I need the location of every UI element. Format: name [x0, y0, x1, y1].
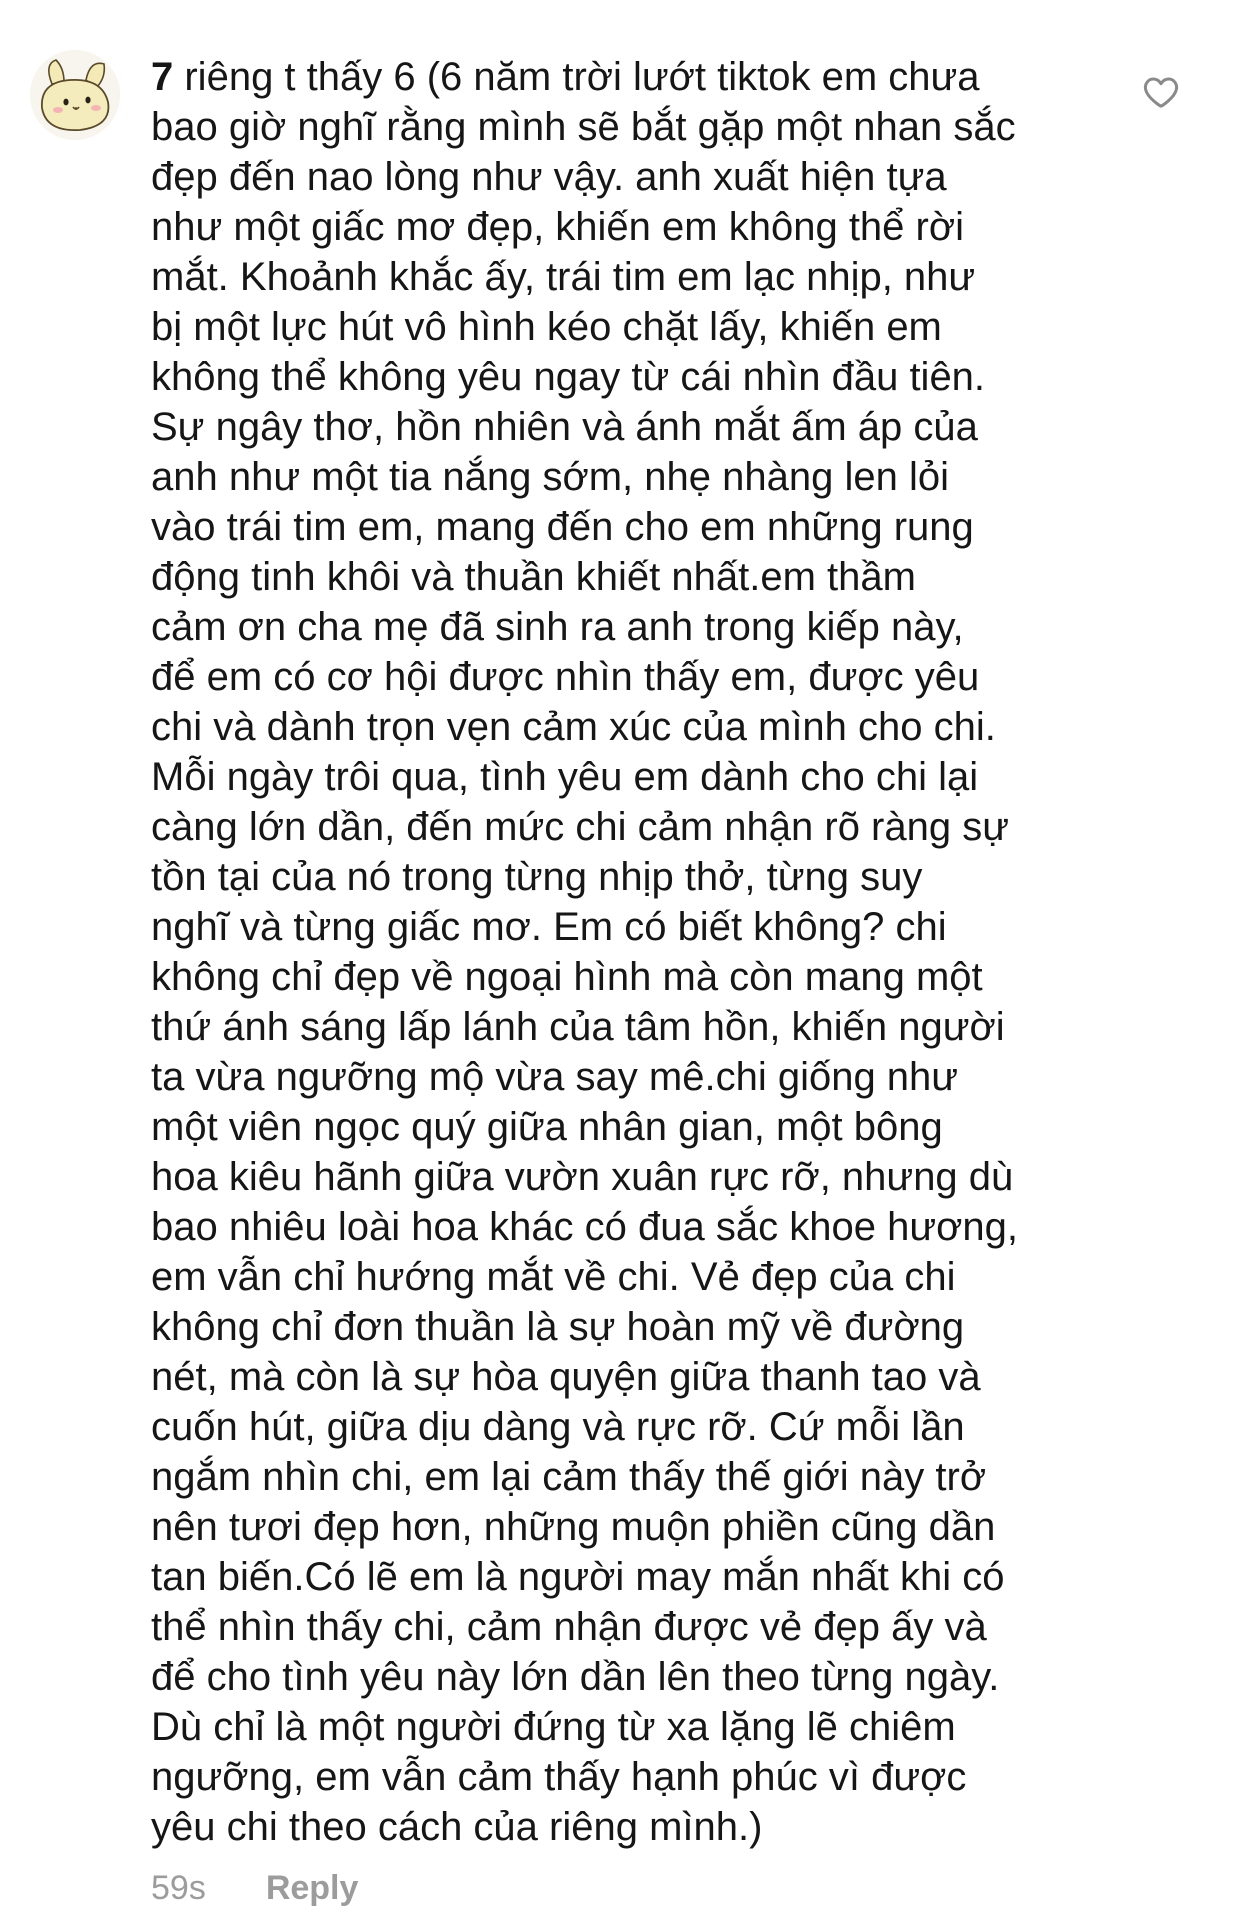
comment-line: Dù chỉ là một người đứng từ xa lặng lẽ chiêm: [151, 1705, 956, 1749]
bunny-avatar-icon: [30, 50, 120, 140]
comment-line: hoa kiêu hãnh giữa vườn xuân rực rỡ, nhưng dù: [151, 1155, 1014, 1199]
comment-line: bao nhiêu loài hoa khác có đua sắc khoe hương,: [151, 1205, 1018, 1249]
reply-button[interactable]: Reply: [265, 1869, 359, 1907]
heart-outline-icon: [1141, 72, 1181, 112]
comment-line: anh như một tia nắng sớm, nhẹ nhàng len lỏi: [151, 455, 949, 499]
comment-line: ngắm nhìn chi, em lại cảm thấy thế giới này trở: [151, 1455, 987, 1499]
comment-text: [151, 52, 1091, 1852]
comment-line: yêu chi theo cách của riêng mình.): [151, 1805, 763, 1849]
comment-line: chi và dành trọn vẹn cảm xúc của mình cho chi.: [151, 705, 996, 749]
comment-line: bị một lực hút vô hình kéo chặt lấy, khiến em: [151, 305, 942, 349]
like-button[interactable]: [1141, 72, 1181, 112]
comment-line: ta vừa ngưỡng mộ vừa say mê.chi giống như: [151, 1055, 959, 1099]
comment-line: ngưỡng, em vẫn cảm thấy hạnh phúc vì được: [151, 1755, 967, 1799]
comment-line: tan biến.Có lẽ em là người may mắn nhất khi có: [151, 1555, 1005, 1599]
comment-line: thứ ánh sáng lấp lánh của tâm hồn, khiến người: [151, 1005, 1005, 1049]
comment-line: không chỉ đơn thuần là sự hoàn mỹ về đường: [151, 1305, 965, 1349]
comment-line: nên tươi đẹp hơn, những muộn phiền cũng dần: [151, 1505, 996, 1549]
comment-line: như một giấc mơ đẹp, khiến em không thể rời: [151, 205, 964, 249]
comment-line: đẹp đến nao lòng như vậy. anh xuất hiện tựa: [151, 155, 947, 199]
comment-line: cảm ơn cha mẹ đã sinh ra anh trong kiếp này,: [151, 605, 964, 649]
comment-line: một viên ngọc quý giữa nhân gian, một bông: [151, 1105, 943, 1149]
comment-line: động tinh khôi và thuần khiết nhất.em thầm: [151, 555, 916, 599]
comment-line: em vẫn chỉ hướng mắt về chi. Vẻ đẹp của chi: [151, 1255, 956, 1299]
comment-line: Mỗi ngày trôi qua, tình yêu em dành cho chi lại: [151, 755, 979, 799]
comment-line: không thể không yêu ngay từ cái nhìn đầu tiên.: [151, 355, 986, 399]
comment-line: cuốn hút, giữa dịu dàng và rực rỡ. Cứ mỗi lần: [151, 1405, 965, 1449]
comment-line: không chỉ đẹp về ngoại hình mà còn mang một: [151, 955, 983, 999]
comment-first-line-text: riêng t thấy 6 (6 năm trời lướt tiktok em chưa: [173, 55, 980, 99]
comment-line: tồn tại của nó trong từng nhịp thở, từng suy: [151, 855, 923, 899]
comment-line: nghĩ và từng giấc mơ. Em có biết không? chi: [151, 905, 947, 949]
comment-first-line: [151, 52, 1091, 102]
comment-line: càng lớn dần, đến mức chi cảm nhận rõ ràng sự: [151, 805, 1010, 849]
comment-line: để em có cơ hội được nhìn thấy em, được yêu: [151, 655, 980, 699]
comment-timestamp: 59s: [151, 1869, 206, 1907]
comment-line: bao giờ nghĩ rằng mình sẽ bắt gặp một nhan sắc: [151, 105, 1016, 149]
comment-line: thể nhìn thấy chi, cảm nhận được vẻ đẹp ấy và: [151, 1605, 987, 1649]
comment-line: vào trái tim em, mang đến cho em những rung: [151, 505, 974, 549]
comment-line: để cho tình yêu này lớn dần lên theo từng ngày.: [151, 1655, 1000, 1699]
comment-username[interactable]: 7: [151, 55, 174, 99]
user-avatar[interactable]: [30, 50, 120, 140]
comment-line: mắt. Khoảnh khắc ấy, trái tim em lạc nhịp, như: [151, 255, 976, 299]
comment-meta: [151, 1868, 358, 1908]
comment-line: nét, mà còn là sự hòa quyện giữa thanh tao và: [151, 1355, 981, 1399]
comment-line: Sự ngây thơ, hồn nhiên và ánh mắt ấm áp của: [151, 405, 978, 449]
